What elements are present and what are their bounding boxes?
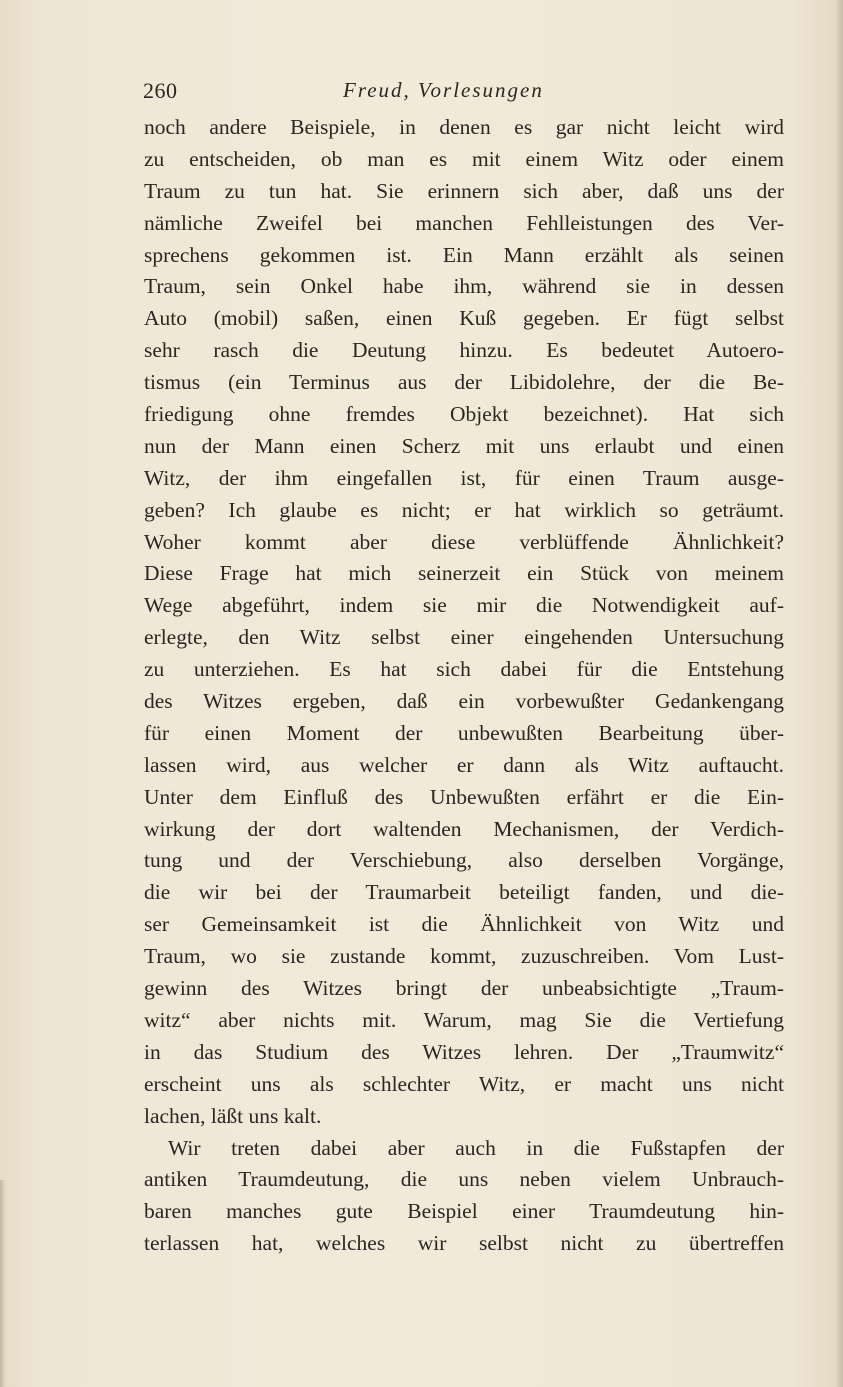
- text-line: nämliche Zweifel bei manchen Fehlleistungen des Ver-: [144, 210, 784, 235]
- text-line: für einen Moment der unbewußten Bearbeitung über-: [144, 720, 784, 745]
- text-line: zu entscheiden, ob man es mit einem Witz oder einem: [144, 146, 784, 171]
- text-line: ser Gemeinsamkeit ist die Ähnlichkeit von Witz und: [144, 912, 784, 937]
- text-line: tismus (ein Terminus aus der Libidolehre, der die Be-: [144, 370, 784, 395]
- text-line: in das Studium des Witzes lehren. Der „Traumwitz“: [144, 1039, 784, 1064]
- text-line: Traum, wo sie zustande kommt, zuzuschreiben. Vom Lust-: [144, 944, 784, 969]
- body-text: [144, 112, 784, 1260]
- text-line: antiken Traumdeutung, die uns neben vielem Unbrauch-: [144, 1167, 784, 1192]
- text-line: nun der Mann einen Scherz mit uns erlaubt und einen: [144, 433, 784, 458]
- page-header: [143, 78, 783, 108]
- text-line: Woher kommt aber diese verblüffende Ähnlichkeit?: [144, 529, 784, 554]
- text-line: tung und der Verschiebung, also derselben Vorgänge,: [144, 848, 784, 873]
- text-line: des Witzes ergeben, daß ein vorbewußter Gedankengang: [144, 689, 784, 714]
- text-line: geben? Ich glaube es nicht; er hat wirklich so geträumt.: [144, 497, 784, 522]
- text-line: Witz, der ihm eingefallen ist, für einen Traum ausge-: [144, 465, 784, 490]
- text-line: witz“ aber nichts mit. Warum, mag Sie die Vertiefung: [144, 1007, 784, 1032]
- text-line: erscheint uns als schlechter Witz, er macht uns nicht: [144, 1071, 784, 1096]
- page-edge-shadow: [835, 0, 843, 1387]
- text-line: sprechens gekommen ist. Ein Mann erzählt als seinen: [144, 242, 784, 267]
- text-line: Traum zu tun hat. Sie erinnern sich aber, daß uns der: [144, 178, 784, 203]
- page-gutter-shadow: [0, 1180, 6, 1387]
- text-line: sehr rasch die Deutung hinzu. Es bedeutet Autoero-: [144, 338, 784, 363]
- text-line: noch andere Beispiele, in denen es gar nicht leicht wird: [144, 115, 784, 139]
- text-line: baren manches gute Beispiel einer Traumdeutung hin-: [144, 1199, 784, 1224]
- text-line-paragraph-end: lachen, läßt uns kalt.: [144, 1103, 322, 1128]
- page-number: 260: [143, 78, 178, 103]
- text-line: die wir bei der Traumarbeit beteiligt fanden, und die-: [144, 880, 784, 905]
- text-line-paragraph-start: Wir treten dabei aber auch in die Fußstapfen der: [168, 1135, 784, 1160]
- text-line: erlegte, den Witz selbst einer eingehenden Untersuchung: [144, 625, 784, 650]
- text-line: gewinn des Witzes bringt der unbeabsichtigte „Traum-: [144, 976, 784, 1001]
- text-line: Diese Frage hat mich seinerzeit ein Stück von meinem: [144, 561, 784, 586]
- text-line: wirkung der dort waltenden Mechanismen, der Verdich-: [144, 816, 784, 841]
- text-line: terlassen hat, welches wir selbst nicht zu übertreffen: [144, 1231, 784, 1256]
- text-line: lassen wird, aus welcher er dann als Witz auftaucht.: [144, 752, 784, 777]
- text-line: Auto (mobil) saßen, einen Kuß gegeben. Er fügt selbst: [144, 306, 784, 331]
- text-line: zu unterziehen. Es hat sich dabei für die Entstehung: [144, 657, 784, 682]
- running-title: Freud, Vorlesungen: [343, 78, 544, 102]
- text-line: friedigung ohne fremdes Objekt bezeichnet). Hat sich: [144, 402, 784, 427]
- text-line: Wege abgeführt, indem sie mir die Notwendigkeit auf-: [144, 593, 784, 618]
- text-line: Unter dem Einfluß des Unbewußten erfährt er die Ein-: [144, 784, 784, 809]
- text-line: Traum, sein Onkel habe ihm, während sie in dessen: [144, 274, 784, 299]
